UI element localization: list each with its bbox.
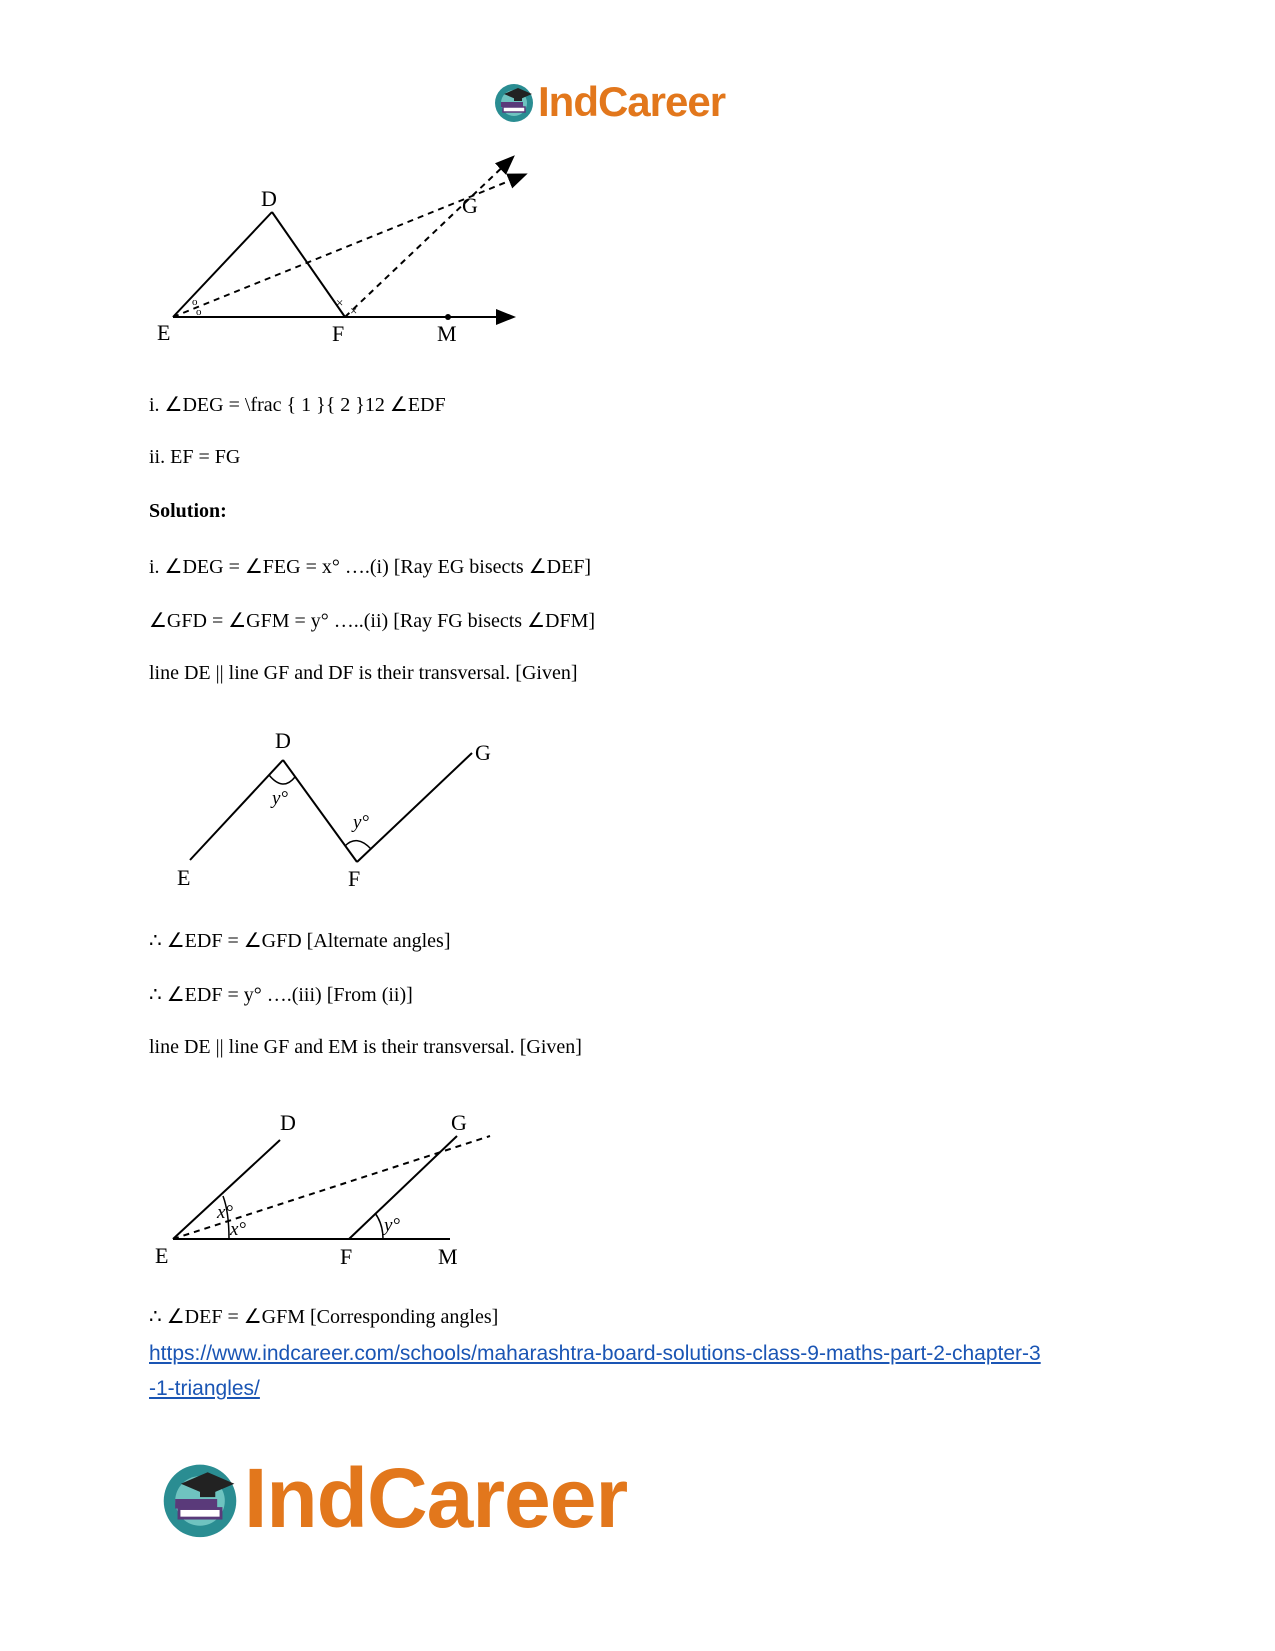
angle-label-d: y° [272,788,289,809]
label-f: F [348,866,361,891]
figure-alternate-angles [165,720,505,895]
solution-step-7: ∴ ∠DEF = ∠GFM [Corresponding angles] [149,1306,499,1328]
angle-label-x1: x° [217,1202,234,1223]
svg-text:o: o [196,306,202,318]
segment-ed [173,212,272,317]
footer-logo-text: IndCareer [244,1451,628,1545]
label-e: E [177,865,191,890]
angle-label-f: y° [353,812,370,833]
svg-text:o: o [192,296,198,308]
question-i: i. ∠DEG = \frac { 1 }{ 2 }12 ∠EDF [149,394,446,416]
label-m: M [437,321,457,346]
segment-fg [349,1136,457,1239]
footer-logo [158,1450,627,1547]
solution-step-1: i. ∠DEG = ∠FEG = x° ….(i) [Ray EG bisects ∠DEF] [149,556,592,578]
label-d: D [261,186,277,211]
label-e: E [157,320,171,345]
solution-step-6: line DE || line GF and EM is their transversal. [Given] [149,1036,582,1058]
label-g: G [451,1110,467,1135]
ray-eg [173,1136,490,1239]
figure-corresponding-angles [145,1100,505,1275]
label-d: D [280,1110,296,1135]
point-m [445,314,451,320]
source-link-line-2: -1-triangles/ [149,1377,260,1400]
label-f: F [340,1244,353,1269]
segment-fg [357,753,472,862]
label-g: G [462,193,478,218]
solution-step-5: ∴ ∠EDF = y° ….(iii) [From (ii)] [149,984,413,1006]
label-f: F [332,321,345,346]
solution-heading: Solution: [149,500,227,522]
solution-step-2: ∠GFD = ∠GFM = y° …..(ii) [Ray FG bisects ∠DFM] [149,610,596,632]
label-g: G [475,740,491,765]
solution-step-3: line DE || line GF and DF is their transversal. [Given] [149,662,578,684]
angle-label-y: y° [384,1215,401,1236]
label-e: E [155,1243,169,1268]
figure-triangle-bisectors [140,150,540,360]
label-m: M [438,1244,458,1269]
header-logo-text: IndCareer [538,78,726,125]
solution-step-4: ∴ ∠EDF = ∠GFD [Alternate angles] [149,930,451,952]
svg-text:×: × [336,295,344,310]
graduation-cap-books-globe-icon [158,1457,242,1541]
segment-ed [173,1140,280,1239]
segment-df [272,212,345,317]
label-d: D [275,728,291,753]
segment-df [283,760,357,862]
question-ii: ii. EF = FG [149,446,241,468]
graduation-cap-books-globe-icon [492,80,536,124]
angle-label-x2: x° [230,1219,247,1240]
header-logo [492,78,725,126]
source-link[interactable] [149,1336,1041,1406]
source-link-line-1: https://www.indcareer.com/schools/maharashtra-board-solutions-class-9-maths-part-2-chapter-3 [149,1342,1041,1365]
svg-text:×: × [350,303,358,318]
